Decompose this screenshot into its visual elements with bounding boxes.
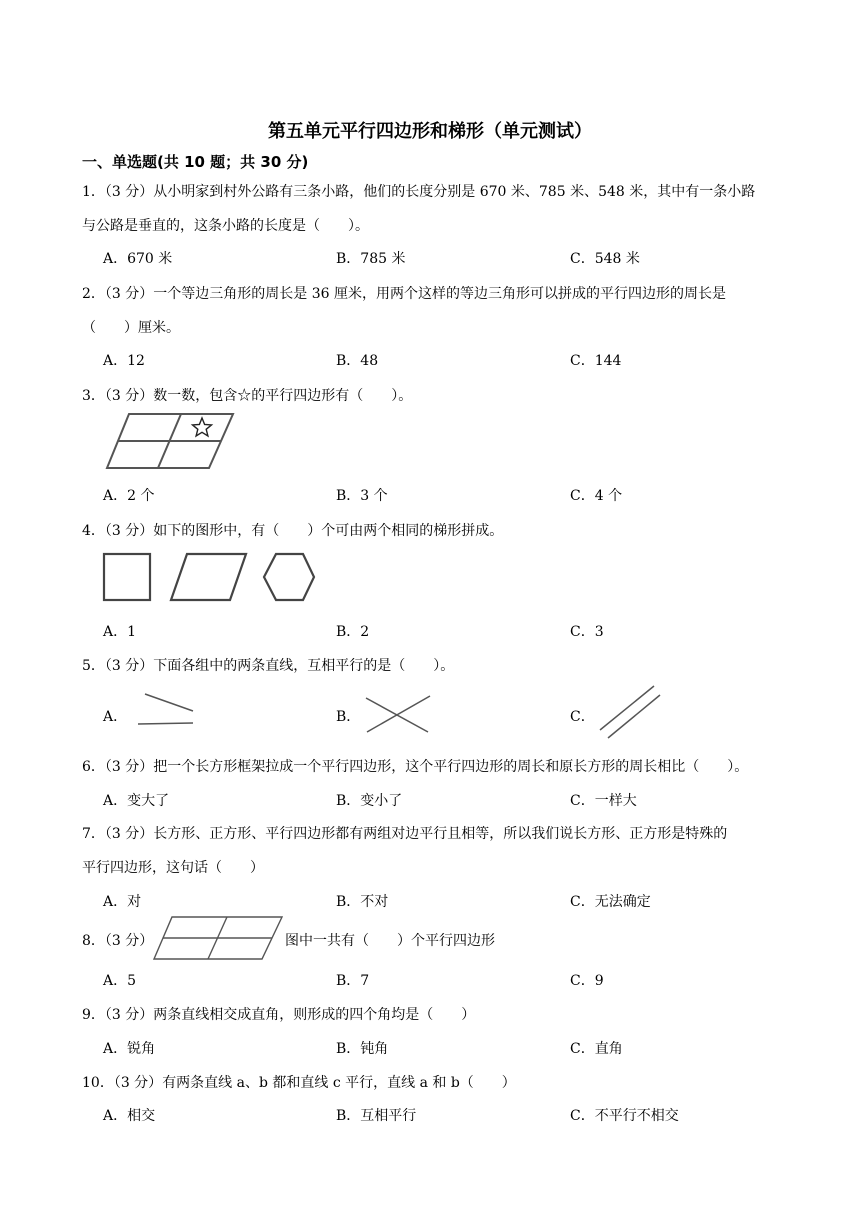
question-4-option-c: C．3 (570, 624, 604, 640)
question-2-option-b: B．48 (336, 353, 379, 369)
question-7-option-a: A．对 (103, 894, 142, 910)
question-4-option-a: A．1 (103, 624, 137, 640)
question-1-option-c: C．548 米 (570, 251, 640, 267)
question-2-option-a: A．12 (103, 353, 145, 369)
question-1-option-a: A．670 米 (103, 251, 173, 267)
question-9-option-a: A．锐角 (103, 1041, 156, 1057)
question-6-line-1: 6．（3 分）把一个长方形框架拉成一个平行四边形，这个平行四边形的周长和原长方形的周长相比（ ）。 (82, 759, 749, 775)
question-8-option-b: B．7 (336, 973, 370, 989)
question-2-line-1: 2．（3 分）一个等边三角形的周长是 36 厘米，用两个这样的等边三角形可以拼成的平行四边形的周长是 (82, 286, 726, 302)
divided-parallelogram-figure (152, 915, 284, 961)
question-4-option-b: B．2 (336, 624, 370, 640)
question-7-option-b: B．不对 (336, 894, 389, 910)
star-icon (193, 418, 212, 436)
question-3-line-1: 3．（3 分）数一数，包含☆的平行四边形有（ ）。 (82, 388, 413, 404)
question-7-line-1: 7．（3 分）长方形、正方形、平行四边形都有两组对边平行且相等，所以我们说长方形、正方形是特殊的 (82, 826, 728, 842)
page-title: 第五单元平行四边形和梯形（单元测试） (268, 121, 592, 142)
question-5-line-1: 5．（3 分）下面各组中的两条直线，互相平行的是（ ）。 (82, 658, 455, 674)
question-4-line-1: 4．（3 分）如下的图形中，有（ ）个可由两个相同的梯形拼成。 (82, 523, 504, 539)
question-3-option-c: C．4 个 (570, 488, 623, 504)
question-6-option-a: A．变大了 (103, 793, 170, 809)
question-5-option-b: B． (336, 709, 361, 725)
option-a-lines-figure (135, 692, 197, 728)
hexagon-shape (264, 554, 314, 600)
option-b-lines-figure (364, 694, 432, 736)
shapes-figure (100, 551, 320, 603)
section-heading: 一、单选题(共 10 题；共 30 分) (82, 153, 309, 171)
question-9-option-b: B．钝角 (336, 1041, 389, 1057)
question-8-option-a: A．5 (103, 973, 137, 989)
question-10-option-c: C．不平行不相交 (570, 1108, 679, 1124)
question-9-line-1: 9．（3 分）两条直线相交成直角，则形成的四个角均是（ ） (82, 1007, 476, 1023)
question-6-option-b: B．变小了 (336, 793, 403, 809)
star-parallelogram-figure (105, 412, 235, 470)
question-3-option-b: B．3 个 (336, 488, 388, 504)
question-6-option-c: C．一样大 (570, 793, 637, 809)
question-2-line-2: （ ）厘米。 (82, 320, 180, 336)
question-10-option-b: B．互相平行 (336, 1108, 417, 1124)
question-1-line-2: 与公路是垂直的，这条小路的长度是（ ）。 (82, 218, 369, 234)
question-2-option-c: C．144 (570, 353, 622, 369)
question-1-option-b: B．785 米 (336, 251, 406, 267)
question-5-option-a: A． (103, 709, 128, 725)
question-3-option-a: A．2 个 (103, 488, 155, 504)
question-8-prefix: 8．（3 分） (82, 933, 154, 949)
question-10-line-1: 10．（3 分）有两条直线 a、b 都和直线 c 平行，直线 a 和 b（ ） (82, 1075, 516, 1091)
question-8-option-c: C．9 (570, 973, 604, 989)
question-7-option-c: C．无法确定 (570, 894, 651, 910)
question-7-line-2: 平行四边形，这句话（ ） (82, 860, 264, 876)
option-c-lines-figure (596, 684, 662, 740)
question-5-option-c: C． (570, 709, 595, 725)
question-9-option-c: C．直角 (570, 1041, 623, 1057)
question-8-text: 图中一共有（ ）个平行四边形 (285, 933, 495, 949)
parallelogram-shape (171, 554, 246, 600)
square-shape (104, 554, 150, 600)
question-10-option-a: A．相交 (103, 1108, 156, 1124)
question-1-line-1: 1．（3 分）从小明家到村外公路有三条小路，他们的长度分别是 670 米、785 米、548 米，其中有一条小路 (82, 184, 756, 200)
